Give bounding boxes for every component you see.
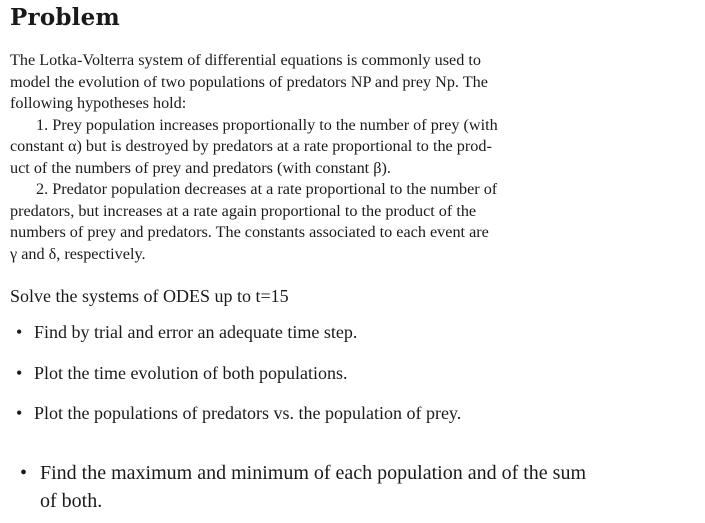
- hypothesis-2-line-1: 2. Predator population decreases at a rate proportional to the number of: [36, 180, 498, 198]
- bullet-icon: •: [20, 462, 28, 484]
- list-item: [16, 363, 347, 384]
- hypothesis-1-line-3: uct of the numbers of prey and predators (with constant β).: [10, 158, 391, 177]
- list-item: [20, 459, 586, 515]
- intro-line-1: The Lotka-Volterra system of differential equations is commonly used to: [10, 51, 481, 69]
- list-item: [16, 403, 461, 424]
- hypothesis-1-line-1: 1. Prey population increases proportionally to the number of prey (with: [36, 115, 498, 134]
- bullet-icon: •: [16, 322, 23, 342]
- intro-line-2: model the evolution of two populations of predators NP and prey Np. The: [10, 72, 488, 91]
- bullet-text-time-step: Find by trial and error an adequate time step.: [34, 322, 358, 342]
- bullet-text-phase-plot: Plot the populations of predators vs. the population of prey.: [34, 403, 462, 423]
- bullet-icon: •: [16, 403, 23, 423]
- solve-instruction: Solve the systems of ODES up to t=15: [10, 286, 289, 306]
- list-item: [16, 322, 357, 343]
- bullet-text-time-evolution: Plot the time evolution of both populations.: [34, 363, 348, 383]
- page-title: Problem: [10, 4, 120, 31]
- bullet-text-max-min-line-2: of both.: [40, 490, 103, 512]
- hypothesis-2-line-2: predators, but increases at a rate again proportional to the product of the: [10, 201, 477, 220]
- hypothesis-2-line-4: γ and δ, respectively.: [10, 244, 146, 263]
- hypothesis-1-line-2: constant α) but is destroyed by predators at a rate proportional to the prod-: [10, 137, 492, 155]
- bullet-icon: •: [16, 363, 23, 383]
- hypothesis-2-line-3: numbers of prey and predators. The constants associated to each event are: [10, 223, 489, 241]
- problem-description: [10, 50, 608, 265]
- bullet-text-max-min-line-1: Find the maximum and minimum of each population and of the sum: [40, 462, 587, 484]
- intro-line-3: following hypotheses hold:: [10, 94, 187, 112]
